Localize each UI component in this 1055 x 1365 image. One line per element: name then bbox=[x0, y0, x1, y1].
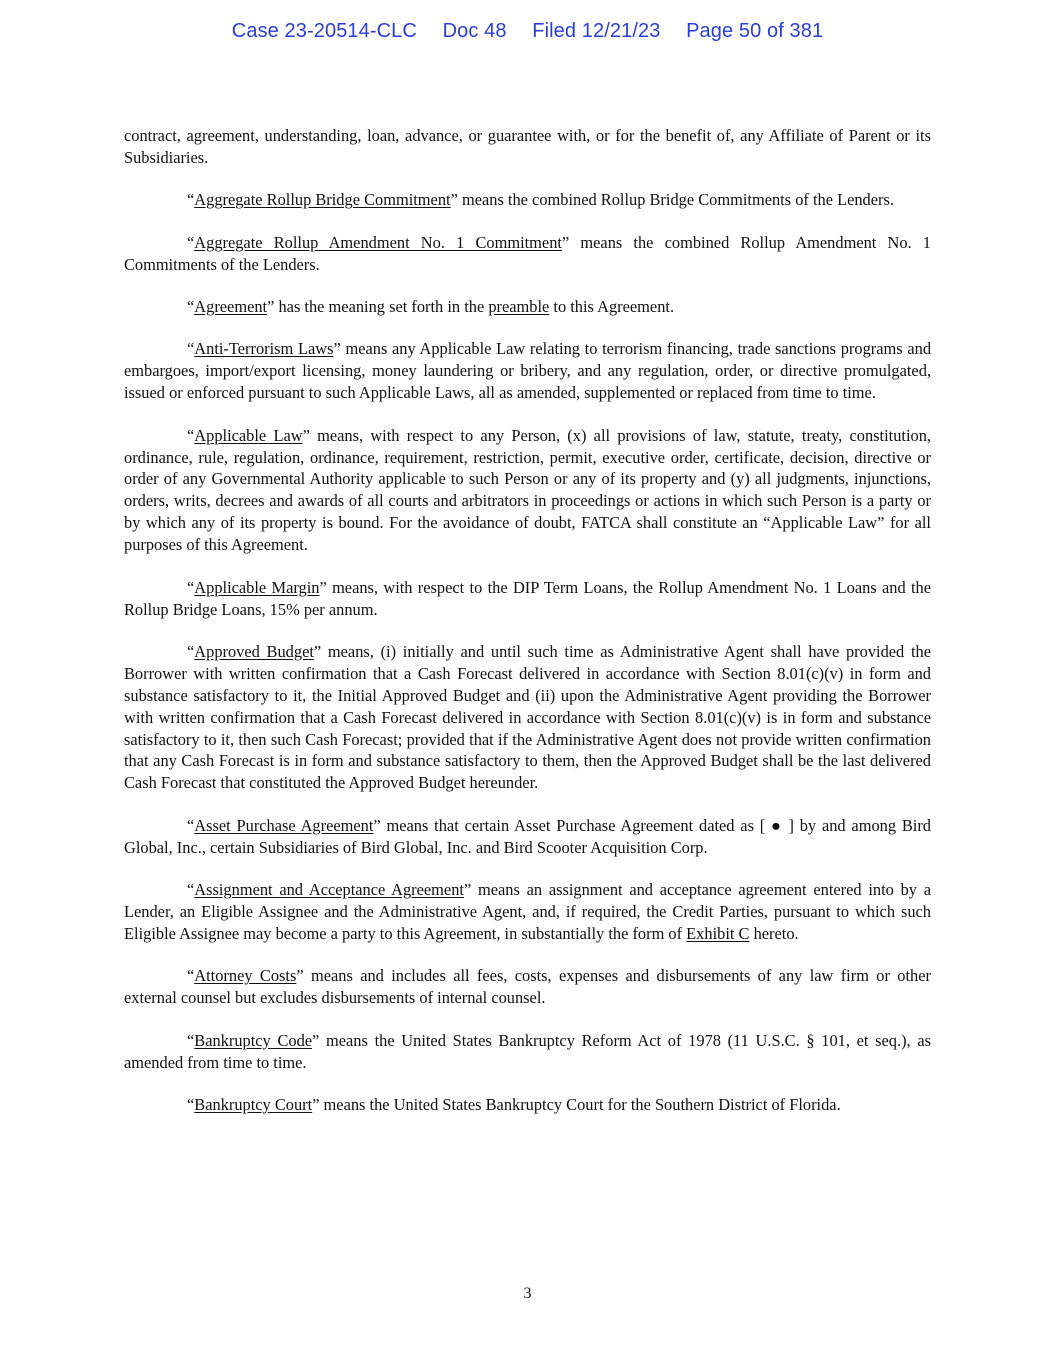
definition-text: ” means the combined Rollup Bridge Commitments of the Lenders. bbox=[450, 190, 894, 210]
filed-date: Filed 12/21/23 bbox=[532, 20, 661, 42]
definition-text: ” means the United States Bankruptcy Reform Act of 1978 (11 U.S.C. § 101, et seq.), as amended from time to time. bbox=[124, 1030, 932, 1072]
open-quote: “ bbox=[187, 815, 195, 835]
defined-term: Applicable Law bbox=[194, 425, 303, 445]
definition-applicable-law bbox=[124, 425, 931, 556]
defined-term: Assignment and Acceptance Agreement bbox=[194, 880, 464, 900]
definition-text: ” means any Applicable Law relating to terrorism financing, trade sanctions programs and embargoes, import/export licensing, money laundering or bribery, and any regulation, order, or directive promulgated, issued or enforced pursuant to such Applicable Laws, all as amended, supplemented or replaced from time to time. bbox=[124, 339, 932, 403]
definition-text: ” means, with respect to the DIP Term Loans, the Rollup Amendment No. 1 Loans and the Rollup Bridge Loans, 15% per annum. bbox=[124, 577, 931, 619]
definition-agreement bbox=[124, 296, 931, 318]
definition-text-end: hereto. bbox=[749, 923, 799, 943]
defined-term: Applicable Margin bbox=[194, 577, 320, 597]
definition-text: ” means that certain Asset Purchase Agreement dated as [ ● ] by and among Bird Global, Inc., certain Subsidiaries of Bird Global, Inc. and Bird Scooter Acquisition Corp. bbox=[124, 815, 931, 857]
open-quote: “ bbox=[187, 1094, 195, 1114]
definition-bankruptcy-court bbox=[124, 1094, 931, 1116]
defined-term: Bankruptcy Court bbox=[194, 1094, 313, 1114]
definition-text: ” means and includes all fees, costs, expenses and disbursements of any law firm or other external counsel but excludes disbursements of internal counsel. bbox=[124, 966, 931, 1008]
defined-term: Attorney Costs bbox=[194, 966, 297, 986]
page-number: 3 bbox=[523, 1285, 532, 1302]
definition-text: ” means the combined Rollup Amendment No. 1 Commitments of the Lenders. bbox=[124, 232, 931, 274]
court-filing-header bbox=[0, 20, 1055, 43]
open-quote: “ bbox=[187, 880, 195, 900]
open-quote: “ bbox=[187, 966, 195, 986]
defined-term: Anti-Terrorism Laws bbox=[194, 339, 334, 359]
definition-text-end: to this Agreement. bbox=[549, 297, 675, 317]
open-quote: “ bbox=[187, 339, 195, 359]
defined-term: Aggregate Rollup Bridge Commitment bbox=[194, 190, 451, 210]
definition-text: ” has the meaning set forth in the bbox=[267, 297, 489, 317]
defined-term: Bankruptcy Code bbox=[194, 1030, 313, 1050]
open-quote: “ bbox=[187, 641, 195, 661]
open-quote: “ bbox=[187, 297, 195, 317]
definition-applicable-margin bbox=[124, 577, 931, 621]
definition-aggregate-rollup-amendment-commitment bbox=[124, 232, 931, 276]
open-quote: “ bbox=[187, 1030, 195, 1050]
defined-term: Asset Purchase Agreement bbox=[194, 815, 374, 835]
exhibit-reference: Exhibit C bbox=[686, 923, 750, 943]
definition-text: ” means, with respect to any Person, (x) all provisions of law, statute, treaty, constitution, ordinance, rule, regulation, ordinance, requirement, restriction, permit, executive order, certificate, decision, directive or order of any Governmental Authority applicable to such Person or any of its property and (y) all judgments, injunctions, orders, writs, decrees and awards of all courts and arbitrators in proceedings or actions in which such Person is a party or by which any of its property is bound. For the avoidance of doubt, FATCA shall constitute an “Applicable Law” for all purposes of this Agreement. bbox=[124, 425, 931, 555]
page-indicator: Page 50 of 381 bbox=[686, 20, 824, 42]
definition-text: ” means an assignment and acceptance agreement entered into by a Lender, an Eligible Assignee and the Administrative Agent, and, if required, the Credit Parties, pursuant to which such Eligible Assignee may become a party to this Agreement, in substantially the form of bbox=[124, 880, 931, 943]
definition-approved-budget bbox=[124, 641, 931, 794]
defined-term: Approved Budget bbox=[194, 641, 314, 661]
definition-text: ” means the United States Bankruptcy Court for the Southern District of Florida. bbox=[312, 1094, 841, 1114]
preamble-reference: preamble bbox=[488, 297, 550, 317]
defined-term: Aggregate Rollup Amendment No. 1 Commitment bbox=[194, 232, 562, 252]
definition-bankruptcy-code bbox=[124, 1030, 931, 1074]
open-quote: “ bbox=[187, 425, 195, 445]
definition-asset-purchase-agreement bbox=[124, 815, 931, 859]
definition-attorney-costs bbox=[124, 965, 931, 1009]
open-quote: “ bbox=[187, 577, 195, 597]
definition-text: ” means, (i) initially and until such time as Administrative Agent shall have provided the Borrower with written confirmation that a Cash Forecast delivered in accordance with Section 8.01(c)(v) in form and substance satisfactory to it, the Initial Approved Budget and (ii) upon the Administrative Agent providing the Borrower with written confirmation that a Cash Forecast delivered in accordance with Section 8.01(c)(v) is in form and substance satisfactory to it, then such Cash Forecast; provided that if the Administrative Agent does not provide written confirmation that any Cash Forecast is in form and substance satisfactory to them, then the Approved Budget shall be the last delivered Cash Forecast that constituted the Approved Budget hereunder. bbox=[124, 641, 931, 793]
definition-anti-terrorism-laws bbox=[124, 338, 931, 404]
open-quote: “ bbox=[187, 190, 195, 210]
continued-paragraph: contract, agreement, understanding, loan, advance, or guarantee with, or for the benefit of, any Affiliate of Parent or its Subsidiaries. bbox=[124, 126, 931, 167]
definition-assignment-and-acceptance-agreement bbox=[124, 879, 931, 945]
definition-aggregate-rollup-bridge-commitment bbox=[124, 189, 931, 211]
document-body bbox=[124, 125, 931, 1136]
case-number: Case 23-20514-CLC bbox=[231, 20, 417, 42]
open-quote: “ bbox=[187, 232, 195, 252]
document-number: Doc 48 bbox=[442, 20, 507, 42]
defined-term: Agreement bbox=[194, 297, 268, 317]
